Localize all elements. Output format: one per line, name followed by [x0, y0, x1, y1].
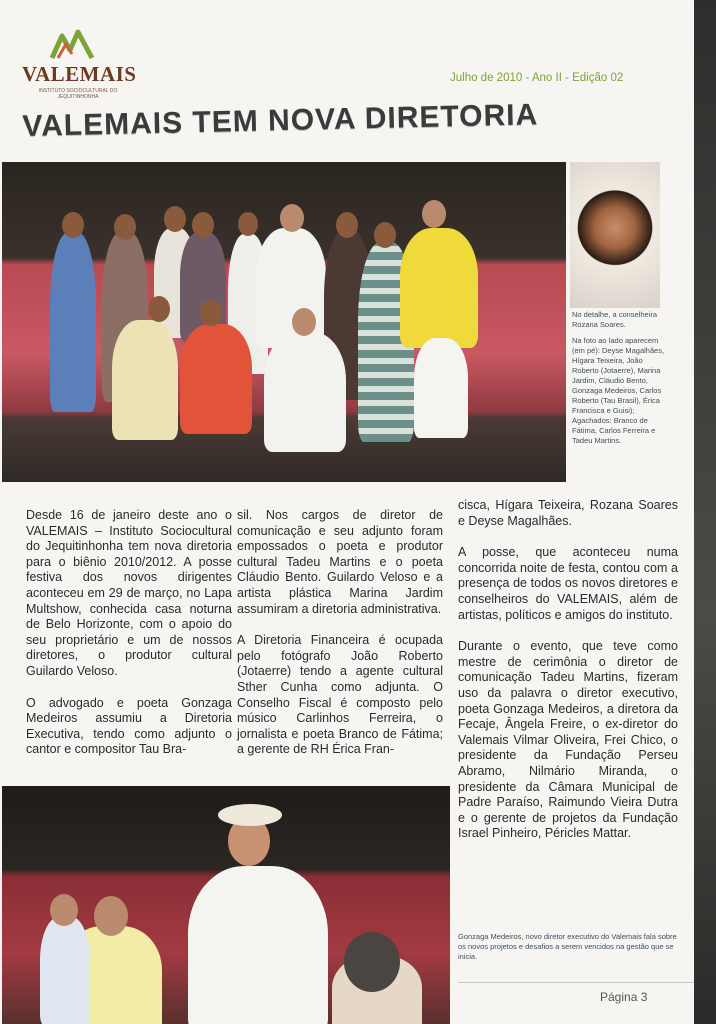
- hat-icon: [218, 804, 282, 826]
- background-edge: [694, 0, 716, 1024]
- page-number: Página 3: [600, 990, 648, 1004]
- person-head: [344, 932, 400, 992]
- group-photo: [2, 162, 566, 482]
- person-figure: [112, 320, 178, 440]
- edition-line: Julho de 2010 - Ano II - Edição 02: [450, 72, 624, 84]
- speaker-photo-caption: Gonzaga Medeiros, novo diretor executivo do Valemais fala sobre os novos projetos e desafios a serem vencidos na gestão que se inicia.: [458, 932, 677, 961]
- article-paragraph: cisca, Hígara Teixeira, Rozana Soares e Deyse Magalhães.: [458, 498, 678, 528]
- person-head: [62, 212, 84, 238]
- person-figure: [188, 866, 328, 1024]
- logo-text: VALEMAIS: [22, 62, 137, 86]
- article-column-2: [237, 508, 443, 774]
- valemais-logo: [22, 28, 137, 100]
- person-figure: [40, 916, 90, 1024]
- article-paragraph: Desde 16 de janeiro deste ano o VALEMAIS – Instituto Sociocultural do Jequitinhonha tem nova diretoria para o biênio 2010/2012. A posse festiva dos novos dirigentes aconteceu em 29 de março, no Lapa Multshow, conhecida casa noturna de Belo Horizonte, com o apoio do seu proprietário e um de nossos diretores, o produtor cultural Guilardo Veloso.: [26, 508, 232, 678]
- person-figure: [256, 228, 326, 348]
- person-figure: [264, 332, 346, 452]
- person-head: [114, 214, 136, 240]
- group-photo-caption: Na foto ao lado aparecem (em pé): Deyse Magalhães, Hígara Teixeira, João Roberto (Jotaerre), Marina Jardim, Cláudio Bento, Gonzaga Medeiros, Carlos Roberto (Tau Brasil), Érica Francisca e Guisi); Agachados: Branco de Fátima, Carlos Ferreira e Tadeu Martins.: [572, 336, 665, 445]
- article-column-3: [458, 498, 678, 858]
- person-head: [50, 894, 78, 926]
- person-head: [200, 300, 222, 326]
- person-head: [148, 296, 170, 322]
- person-head: [292, 308, 316, 336]
- person-head: [374, 222, 396, 248]
- headline: VALEMAIS TEM NOVA DIRETORIA: [22, 98, 539, 143]
- article-paragraph: A Diretoria Financeira é ocupada pelo fotógrafo João Roberto (Jotaerre) tendo a agente cultural Sther Cunha como adjunta. O Conselho Fiscal é composto pelo músico Carlinhos Ferreira, o jornalista e poeta Branco de Fátima; a gerente de RH Érica Fran-: [237, 633, 443, 757]
- person-head: [280, 204, 304, 232]
- person-head: [164, 206, 186, 232]
- article-column-1: [26, 508, 232, 774]
- logo-subtitle: INSTITUTO SOCIOCULTURAL DO JEQUITINHONHA: [38, 88, 118, 100]
- inset-caption: No detalhe, a conselheira Rozana Soares.: [572, 310, 658, 329]
- article-paragraph: A posse, que aconteceu numa concorrida noite de festa, contou com a presença de todos os novos diretores e conselheiros do VALEMAIS, além de artistas, políticos e amigos do instituto.: [458, 545, 678, 622]
- person-head: [192, 212, 214, 238]
- person-head: [422, 200, 446, 228]
- inset-portrait: [570, 162, 660, 308]
- speaker-photo: [2, 786, 450, 1024]
- article-paragraph: Durante o evento, que teve como mestre de cerimônia o diretor de comunicação Tadeu Martins, fizeram uso da palavra o diretor executivo, poeta Gonzaga Medeiros, a diretora da Fecaje, Ângela Freire, o ex-diretor do Valemais Vilmar Oliveira, Frei Chico, o presidente da Fundação Perseu Abramo, Nilmário Miranda, o presidente da Câmara Municipal de Padre Paraíso, Raimundo Vieira Dutra e o gerente de projetos da Fundação Israel Pinheiro, Péricles Mattar.: [458, 639, 678, 841]
- article-paragraph: O advogado e poeta Gonzaga Medeiros assumiu a Diretoria Executiva, tendo como adjunto o cantor e compositor Tau Bra-: [26, 695, 232, 757]
- person-figure: [414, 338, 468, 438]
- person-figure: [400, 228, 478, 348]
- logo-mark-icon: [48, 28, 96, 62]
- person-figure: [180, 324, 252, 434]
- person-head: [238, 212, 258, 236]
- person-figure: [50, 232, 96, 412]
- footer-divider: [458, 982, 694, 983]
- article-paragraph: sil. Nos cargos de diretor de comunicação e seu adjunto foram empossados o poeta e produtor cultural Tadeu Martins e o poeta Cláudio Bento. Guilardo Veloso e a artista plástica Marina Jardim assumiram a diretoria administrativa.: [237, 508, 443, 616]
- person-head: [94, 896, 128, 936]
- person-head: [336, 212, 358, 238]
